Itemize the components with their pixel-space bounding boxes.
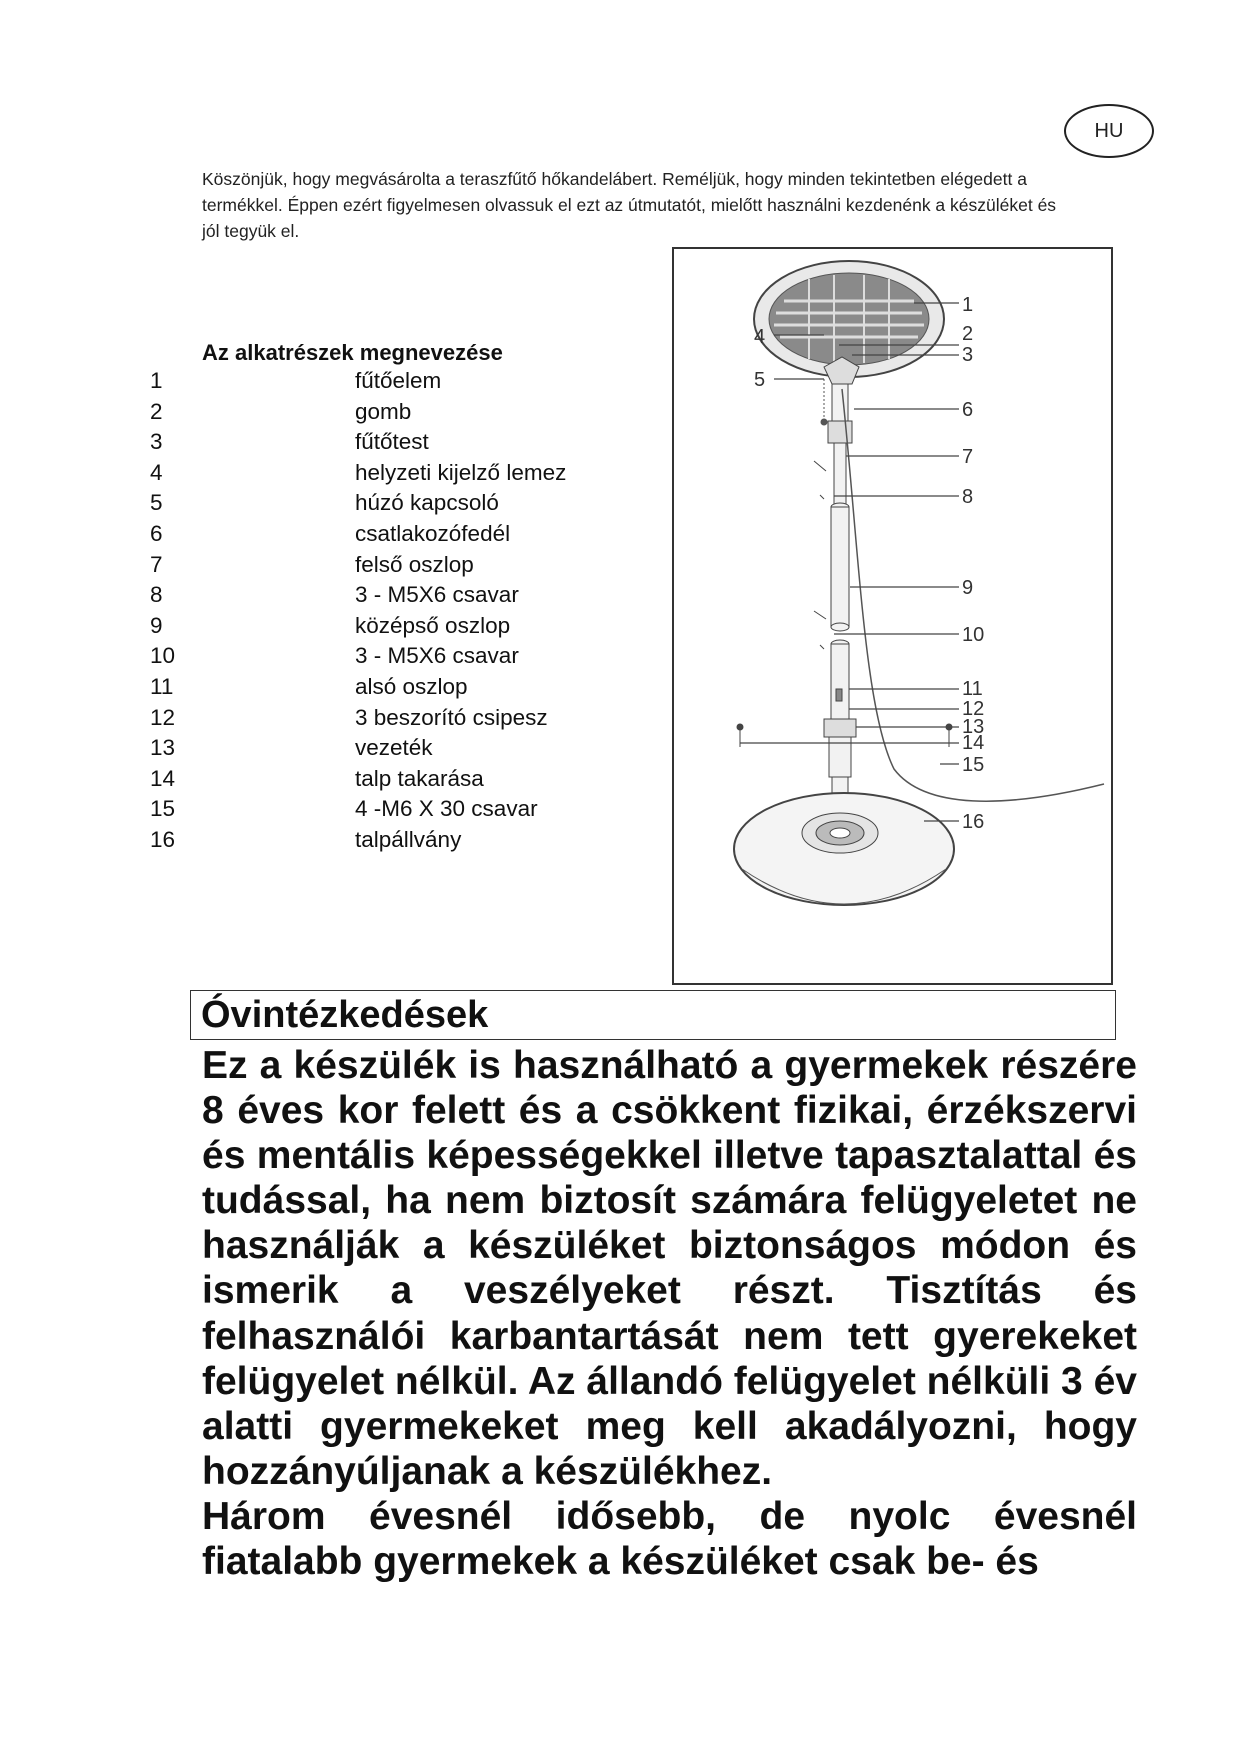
callout-16: 16 (962, 811, 985, 833)
part-number: 6 (150, 520, 163, 546)
callout-10: 10 (962, 624, 985, 646)
callout-1: 1 (962, 294, 974, 316)
part-row (150, 766, 710, 797)
heating-element-drawing (754, 261, 944, 384)
part-number: 7 (150, 551, 163, 577)
part-name: 3 - M5X6 csavar (355, 582, 519, 608)
callout-3: 3 (962, 344, 974, 366)
part-row (150, 552, 710, 583)
part-number: 13 (150, 735, 176, 761)
part-number: 15 (150, 796, 176, 822)
part-name: 3 - M5X6 csavar (355, 643, 519, 669)
parts-list (150, 368, 710, 858)
intro-paragraph: Köszönjük, hogy megvásárolta a teraszfűtő hőkandelábert. Reméljük, hogy minden tekintetben elégedett a termékkel. Éppen ezért figyelmesen olvassuk el ezt az útmutatót, mielőtt használni kezdenénk a készüléket és jól tegyük el. (202, 169, 1057, 241)
part-name: 4 -M6 X 30 csavar (355, 796, 538, 822)
callout-6: 6 (962, 399, 974, 421)
pull-switch-drawing (821, 379, 827, 425)
part-number: 14 (150, 765, 176, 791)
part-name: fűtőtest (355, 429, 429, 455)
part-name: alsó oszlop (355, 673, 468, 699)
part-number: 5 (150, 490, 163, 516)
part-row (150, 460, 710, 491)
part-row (150, 399, 710, 430)
part-name: csatlakozófedél (355, 520, 511, 546)
part-name: helyzeti kijelző lemez (355, 459, 567, 485)
part-number: 12 (150, 704, 176, 730)
part-row (150, 735, 710, 766)
precautions-paragraph: Három évesnél idősebb, de nyolc évesnél fiatalabb gyermekek a készüléket csak be- és (202, 1494, 1137, 1584)
callout-7: 7 (962, 446, 974, 468)
callout-2: 2 (962, 323, 974, 345)
part-row (150, 796, 710, 827)
part-name: húzó kapcsoló (355, 490, 499, 516)
part-name: gomb (355, 398, 412, 424)
part-name: felső oszlop (355, 551, 474, 577)
lower-pole-drawing (824, 640, 856, 799)
part-row (150, 705, 710, 736)
part-name: középső oszlop (355, 612, 511, 638)
part-name: talp takarása (355, 765, 484, 791)
part-row (150, 582, 710, 613)
part-row (150, 490, 710, 521)
part-number: 4 (150, 459, 163, 485)
part-number: 2 (150, 398, 163, 424)
part-name: 3 beszorító csipesz (355, 704, 548, 730)
part-name: fűtőelem (355, 368, 442, 393)
part-number: 1 (150, 368, 163, 393)
part-row (150, 613, 710, 644)
part-row (150, 429, 710, 460)
callout-12: 12 (962, 698, 985, 720)
middle-pole-drawing (831, 503, 849, 631)
part-number: 11 (150, 673, 174, 699)
part-row (150, 827, 710, 858)
part-number: 3 (150, 429, 163, 455)
part-row (150, 368, 710, 399)
part-row (150, 643, 710, 674)
part-number: 9 (150, 612, 163, 638)
precautions-body (202, 1043, 1137, 1584)
base-stand-drawing (734, 793, 954, 905)
part-row (150, 521, 710, 552)
part-row (150, 674, 710, 705)
precautions-heading-box (190, 990, 1116, 1040)
heater-exploded-diagram (672, 247, 1113, 985)
callout-13: 13 (962, 716, 985, 738)
precautions-paragraph: Ez a készülék is használható a gyermekek részére 8 éves kor felett és a csökkent fizikai, érzékszervi és mentális képességekkel illetve tapasztalattal és tudással, ha nem biztosít számára felügyeletet ne használják a készüléket biztonságos módon és ismerik a veszélyeket részt. Tisztítás és felhasználói karbantartását nem tett gyerekeket felügyelet nélkül. Az állandó felügyelet nélküli 3 év alatti gyermekeket meg kell akadályozni, hogy hozzányúljanak a készülékhez. (202, 1044, 1137, 1493)
callout-14: 14 (962, 732, 985, 754)
parts-list-title: Az alkatrészek megnevezése (202, 340, 503, 365)
callout-11: 11 (962, 678, 983, 700)
part-name: vezeték (355, 735, 433, 761)
callout-8: 8 (962, 486, 974, 508)
part-name: talpállvány (355, 826, 462, 852)
callout-5: 5 (754, 369, 766, 391)
callout-15: 15 (962, 754, 985, 776)
precautions-heading: Óvintézkedések (201, 994, 489, 1036)
part-number: 8 (150, 582, 163, 608)
language-badge: HU (1064, 104, 1154, 158)
callout-4: 4 (754, 326, 766, 348)
diagram-svg (674, 249, 1115, 987)
part-number: 10 (150, 643, 176, 669)
part-number: 16 (150, 826, 176, 852)
callout-9: 9 (962, 577, 974, 599)
